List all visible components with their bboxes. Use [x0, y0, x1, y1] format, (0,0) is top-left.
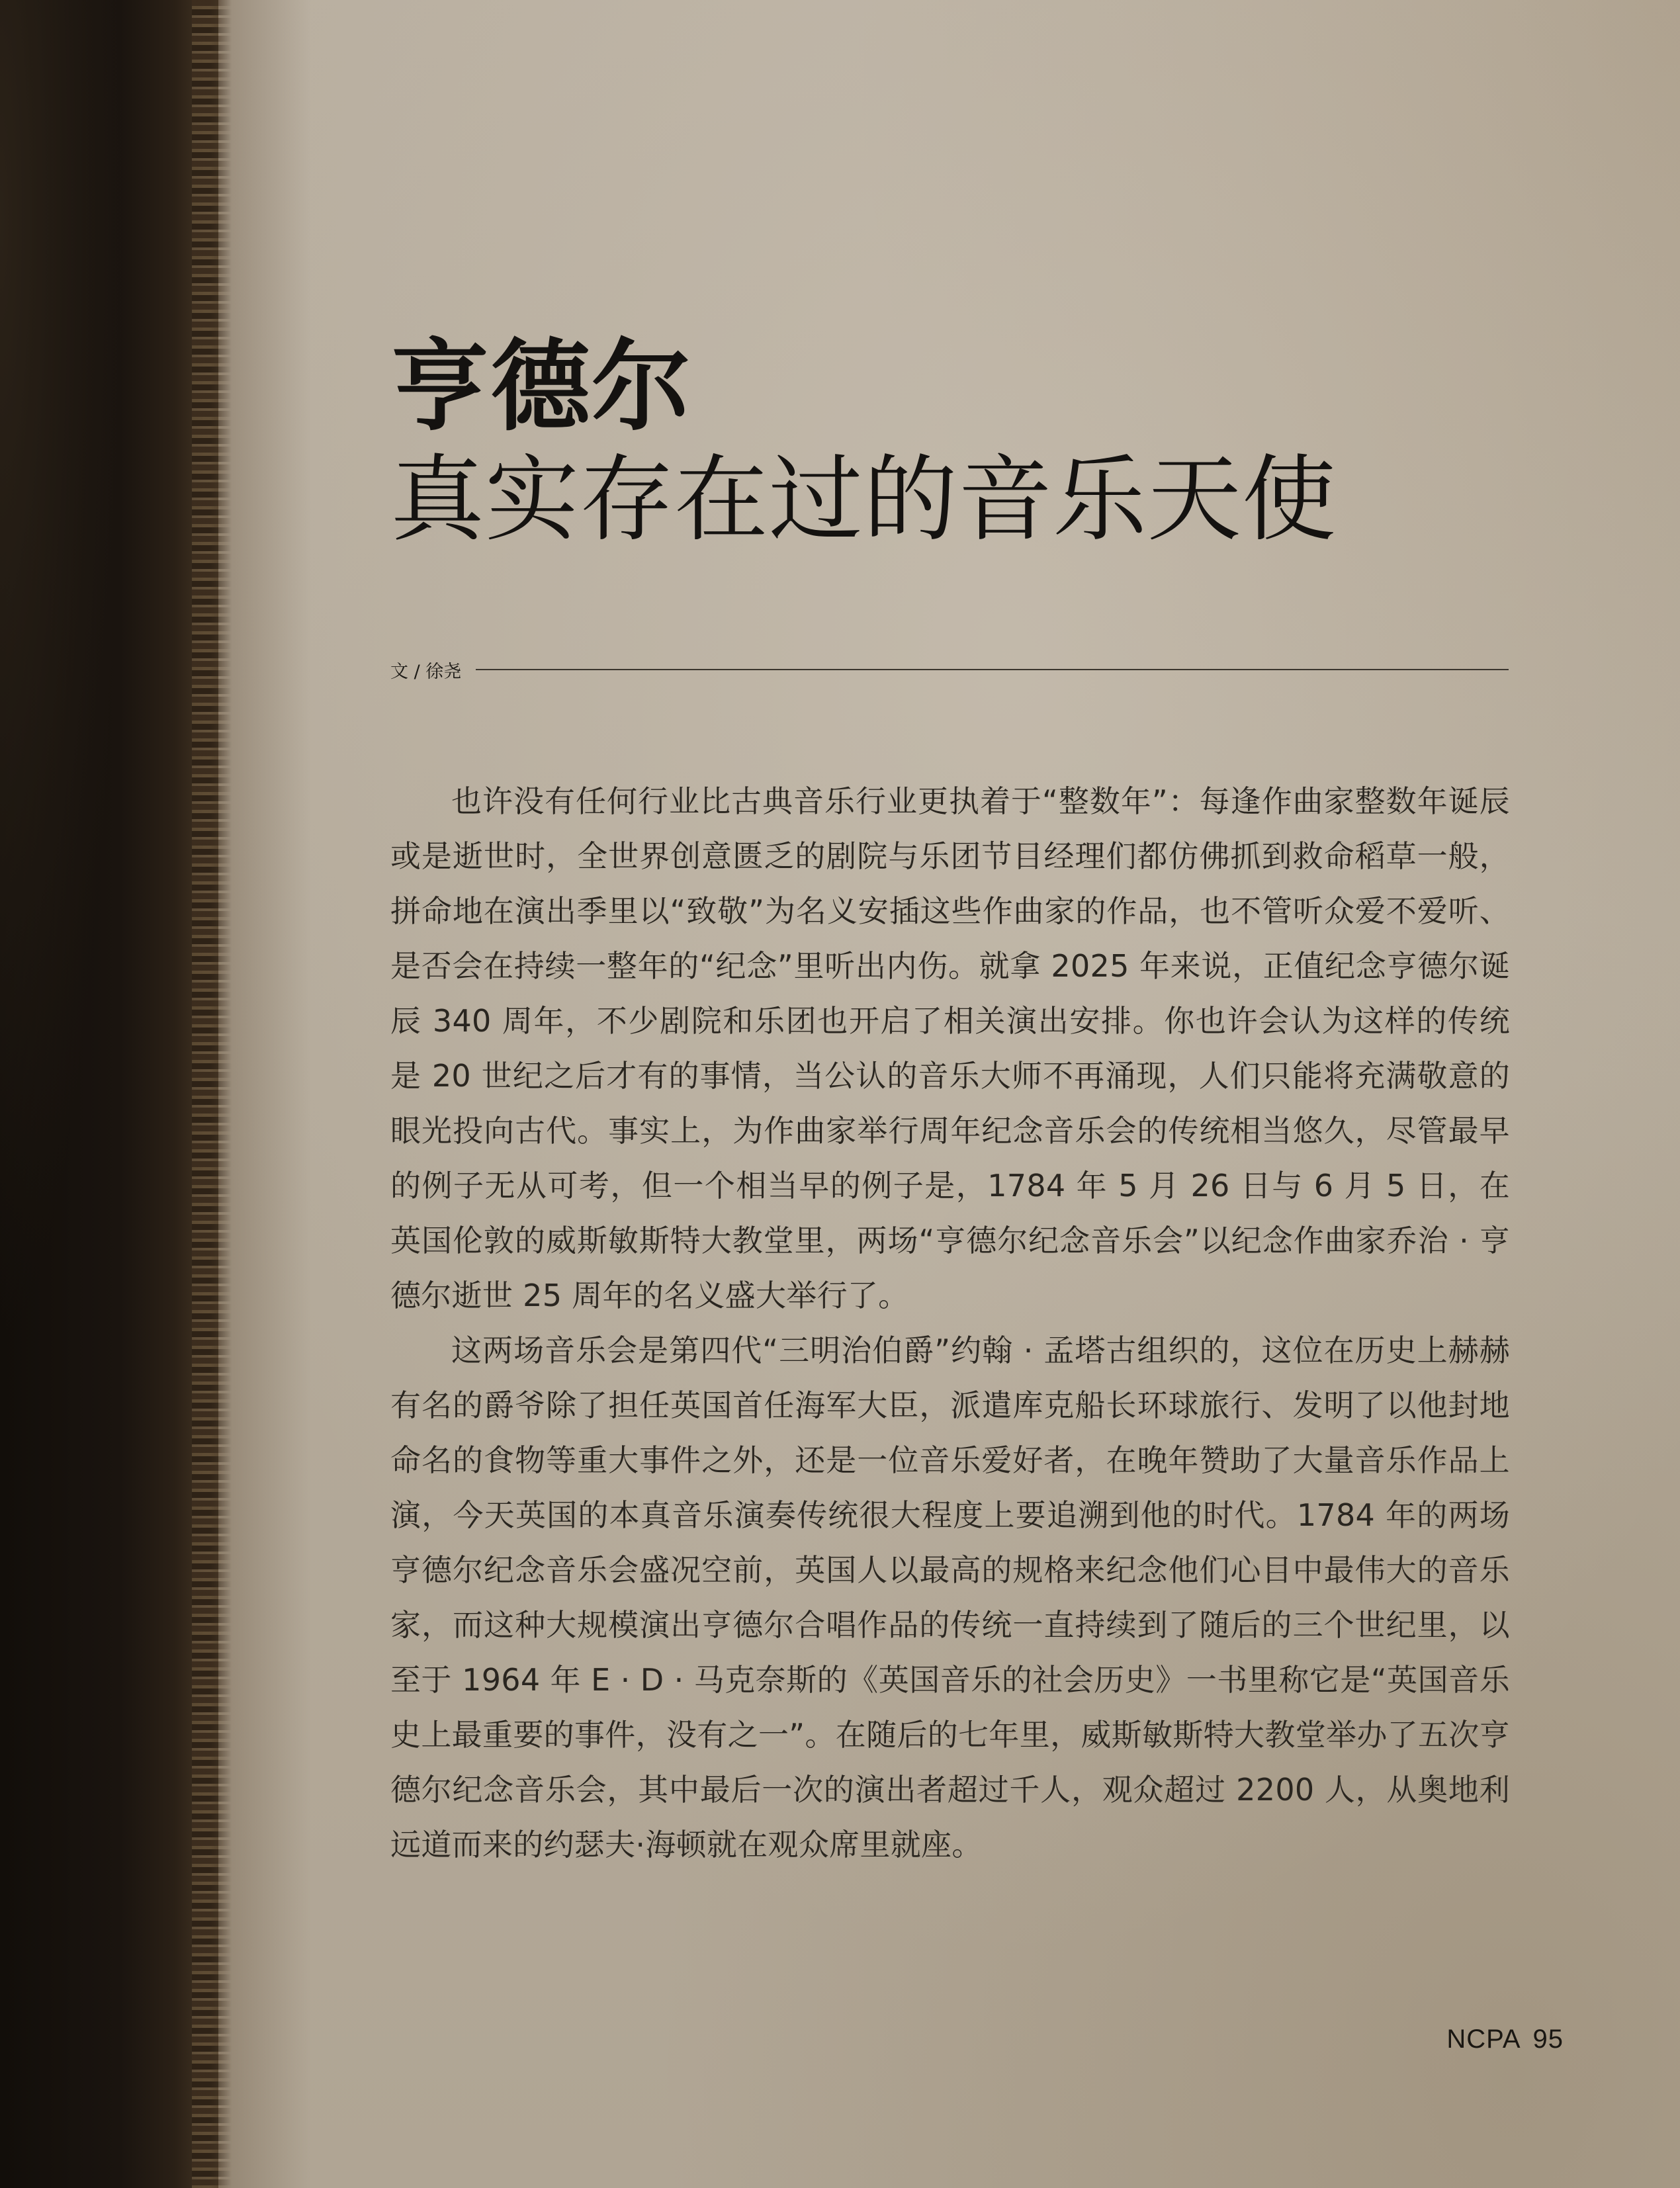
article-subtitle: 真实存在过的音乐天使 — [390, 445, 1337, 554]
page-number: 95 — [1532, 2025, 1564, 2054]
article-paragraph: 也许没有任何行业比古典音乐行业更执着于“整数年”：每逢作曲家整数年诞辰或是逝世时，全世界创意匮乏的剧院与乐团节目经理们都仿佛抓到救命稻草一般，拼命地在演出季里以“致敬”为名义安插这些作曲家的作品，也不管听众爱不爱听、是否会在持续一整年的“纪念”里听出内伤。就拿 2025 年来说，正值纪念亨德尔诞辰 340 周年，不少剧院和乐团也开启了相关演出安排。你也许会认为这样的传统是 20 世纪之后才有的事情，当公认的音乐大师不再涌现，人们只能将充满敬意的眼光投向古代。事实上，为作曲家举行周年纪念音乐会的传统相当悠久，尽管最早的例子无从可考，但一个相当早的例子是，1784 年 5 月 26 日与 6 月 5 日，在英国伦敦的威斯敏斯特大教堂里，两场“亨德尔纪念音乐会”以纪念作曲家乔治 · 亨德尔逝世 25 周年的名义盛大举行了。 — [390, 783, 1510, 1313]
page-shadow — [218, 0, 311, 2188]
article-paragraph: 这两场音乐会是第四代“三明治伯爵”约翰 · 孟塔古组织的，这位在历史上赫赫有名的爵爷除了担任英国首任海军大臣，派遣库克船长环球旅行、发明了以他封地命名的食物等重大事件之外，还是一位音乐爱好者，在晚年赞助了大量音乐作品上演，今天英国的本真音乐演奏传统很大程度上要追溯到他的时代。1784 年的两场亨德尔纪念音乐会盛况空前，英国人以最高的规格来纪念他们心目中最伟大的音乐家，而这种大规模演出亨德尔合唱作品的传统一直持续到了随后的三个世纪里，以至于 1964 年 E · D · 马克奈斯的《英国音乐的社会历史》一书里称它是“英国音乐史上最重要的事件，没有之一”。在随后的七年里，威斯敏斯特大教堂举办了五次亨德尔纪念音乐会，其中最后一次的演出者超过千人，观众超过 2200 人，从奥地利远道而来的约瑟夫·海顿就在观众席里就座。 — [390, 1333, 1510, 1862]
page-footer — [1446, 2025, 1564, 2054]
dark-left-border — [0, 0, 218, 2188]
byline — [390, 654, 1509, 685]
publication-name: NCPA — [1446, 2025, 1521, 2054]
article-heading — [390, 331, 1515, 553]
author-credit: 文 / 徐尧 — [390, 661, 462, 682]
article-body — [390, 774, 1510, 1872]
byline-divider — [476, 669, 1509, 670]
article-title: 亨德尔 — [390, 329, 693, 445]
